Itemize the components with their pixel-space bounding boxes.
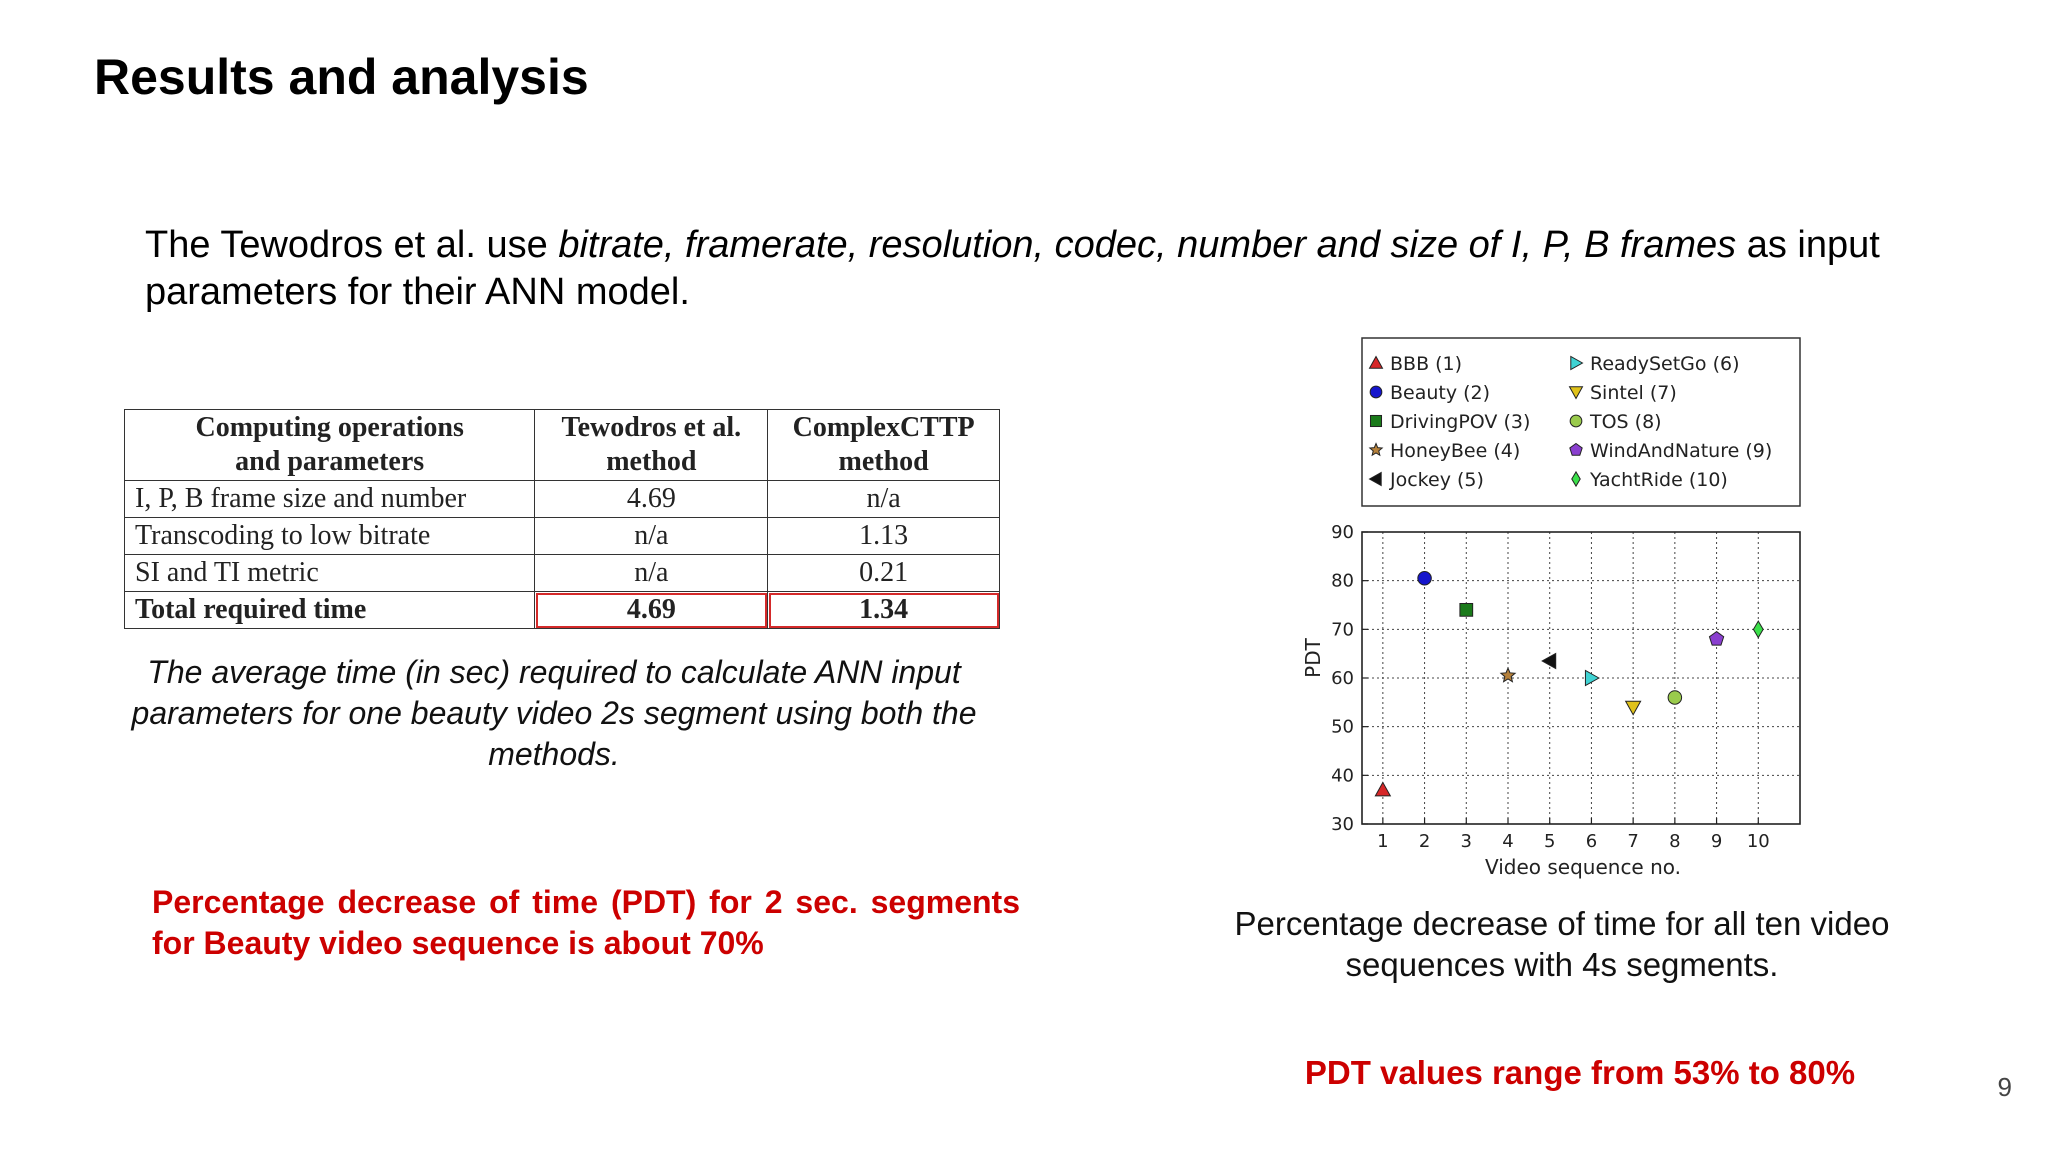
intro-paragraph (145, 222, 1925, 316)
x-tick-label: 3 (1460, 831, 1473, 852)
intro-text-start: The Tewodros et al. use (145, 224, 559, 266)
slide-title: Results and analysis (94, 49, 589, 105)
table-cell: Transcoding to low bitrate (125, 518, 535, 555)
data-point (1668, 691, 1682, 705)
y-tick-label: 40 (1331, 765, 1354, 787)
legend-label: Jockey (5) (1390, 469, 1484, 491)
y-tick-label: 30 (1331, 814, 1354, 835)
table-row (125, 481, 1000, 518)
table-caption: The average time (in sec) required to calculate ANN input parameters for one beauty video 2s segment using both the methods. (131, 654, 977, 772)
data-point (1418, 571, 1432, 585)
pdt-scatter-chart (1300, 330, 1820, 882)
pdt-beauty-highlight: Percentage decrease of time (PDT) for 2 sec. segments for Beauty video sequence is about 70% (152, 884, 1020, 961)
x-axis-label: Video sequence no. (1484, 855, 1682, 879)
x-tick-label: 4 (1502, 831, 1514, 852)
legend-label: YachtRide (10) (1590, 469, 1728, 491)
legend-marker (1370, 415, 1381, 426)
header-operations: Computing operations and parameters (125, 410, 535, 481)
y-tick-label: 80 (1331, 570, 1354, 592)
data-point (1375, 782, 1390, 796)
legend-marker (1370, 386, 1382, 398)
table-cell: Total required time (125, 592, 535, 629)
intro-parameters: bitrate, framerate, resolution, codec, number and size of I, P, B frames (558, 224, 1737, 266)
x-tick-label: 2 (1418, 831, 1431, 852)
table-total-row (125, 592, 1000, 629)
data-point (1501, 668, 1515, 682)
x-tick-label: 5 (1543, 831, 1556, 852)
legend-label: DrivingPOV (3) (1390, 411, 1531, 433)
y-tick-label: 70 (1331, 619, 1354, 641)
page-number: 9 (1997, 1072, 2012, 1102)
table-cell: n/a (768, 481, 1000, 518)
pdt-range-highlight: PDT values range from 53% to 80% (1304, 1054, 1856, 1091)
table-cell: n/a (535, 555, 768, 592)
legend-label: HoneyBee (4) (1390, 440, 1521, 462)
x-tick-label: 7 (1627, 831, 1639, 852)
legend-label: Sintel (7) (1590, 382, 1677, 404)
chart-legend (1362, 338, 1800, 506)
header-tewodros: Tewodros et al. method (535, 410, 768, 481)
y-tick-label: 60 (1331, 668, 1354, 689)
data-point (1753, 621, 1763, 638)
table-cell: n/a (535, 518, 768, 555)
data-point (1709, 632, 1723, 646)
highlighted-cell-tewodros: 4.69 (535, 592, 768, 629)
table-header-row (125, 410, 1000, 481)
header-complexcttp: ComplexCTTP method (768, 410, 1000, 481)
x-tick-label: 6 (1585, 831, 1598, 852)
legend-label: ReadySetGo (6) (1590, 353, 1740, 375)
highlighted-cell-complexcttp: 1.34 (768, 592, 1000, 629)
x-tick-label: 1 (1377, 831, 1389, 852)
chart-caption: Percentage decrease of time for all ten video sequences with 4s segments. (1234, 905, 1890, 983)
timing-table (124, 409, 1000, 629)
legend-marker (1570, 415, 1582, 427)
data-point (1542, 653, 1556, 668)
table-cell: SI and TI metric (125, 555, 535, 592)
table-cell: 4.69 (535, 481, 768, 518)
legend-label: WindAndNature (9) (1590, 440, 1773, 462)
x-tick-label: 9 (1710, 831, 1723, 852)
table-row (125, 518, 1000, 555)
y-tick-label: 50 (1331, 716, 1354, 738)
data-point (1460, 603, 1473, 616)
y-axis-label: PDT (1301, 638, 1325, 678)
data-point (1626, 701, 1641, 715)
legend-label: Beauty (2) (1390, 382, 1491, 404)
table-cell: 0.21 (768, 555, 1000, 592)
table-cell: 1.13 (768, 518, 1000, 555)
data-point (1585, 671, 1599, 686)
x-tick-label: 8 (1669, 831, 1681, 852)
table-cell: I, P, B frame size and number (125, 481, 535, 518)
legend-label: BBB (1) (1390, 353, 1463, 375)
legend-label: TOS (8) (1590, 411, 1662, 433)
x-tick-label: 10 (1746, 831, 1770, 852)
table-row (125, 555, 1000, 592)
y-tick-label: 90 (1331, 522, 1354, 543)
intro-text-end: as input parameters for their ANN model. (145, 224, 1880, 313)
